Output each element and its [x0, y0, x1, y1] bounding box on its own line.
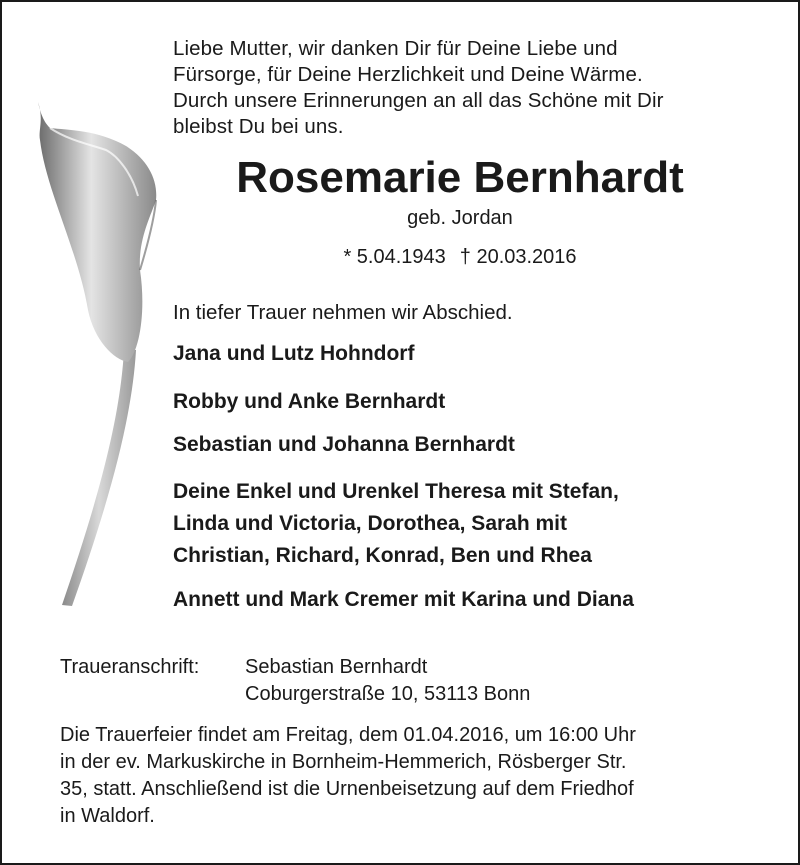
- address-line: Coburgerstraße 10, 53113 Bonn: [245, 683, 531, 705]
- poem-line: Liebe Mutter, wir danken Dir für Deine Liebe und: [173, 37, 618, 60]
- address-line: Sebastian Bernhardt: [245, 656, 428, 678]
- mourner-entry: [173, 476, 773, 572]
- maiden-name: geb. Jordan: [407, 207, 513, 229]
- life-dates: [160, 245, 760, 269]
- mourner-entry: [173, 429, 773, 461]
- mourner-entry: [173, 386, 773, 418]
- notice-line: 35, statt. Anschließend ist die Urnenbeisetzung auf dem Friedhof: [60, 778, 634, 800]
- deceased-name: Rosemarie Bernhardt: [236, 153, 684, 202]
- farewell-intro: In tiefer Trauer nehmen wir Abschied.: [173, 301, 513, 324]
- mourner-line: Sebastian und Johanna Bernhardt: [173, 433, 515, 456]
- notice-line: in der ev. Markuskirche in Bornheim-Hemmerich, Rösberger Str.: [60, 751, 627, 773]
- mourner-line: Linda und Victoria, Dorothea, Sarah mit: [173, 512, 568, 535]
- notice-line: Die Trauerfeier findet am Freitag, dem 01.04.2016, um 16:00 Uhr: [60, 724, 636, 746]
- mourning-address: [245, 654, 530, 708]
- poem-line: bleibst Du bei uns.: [173, 115, 344, 138]
- funeral-notice: [60, 722, 780, 830]
- mourner-line: Jana und Lutz Hohndorf: [173, 342, 415, 365]
- mourner-line: Annett und Mark Cremer mit Karina und Diana: [173, 588, 634, 611]
- calla-lily-icon: [28, 100, 168, 610]
- mourner-entry: [173, 338, 773, 370]
- mourner-entry: [173, 584, 773, 616]
- poem-line: Fürsorge, für Deine Herzlichkeit und Deine Wärme.: [173, 63, 643, 86]
- poem-line: Durch unsere Erinnerungen an all das Schöne mit Dir: [173, 89, 664, 112]
- mourner-line: Deine Enkel und Urenkel Theresa mit Stefan,: [173, 480, 619, 503]
- mourner-line: Christian, Richard, Konrad, Ben und Rhea: [173, 544, 592, 567]
- notice-line: in Waldorf.: [60, 805, 155, 827]
- mourner-line: Robby und Anke Bernhardt: [173, 390, 446, 413]
- memorial-poem: [173, 36, 773, 140]
- death-date: † 20.03.2016: [459, 246, 577, 268]
- birth-date: * 5.04.1943: [343, 246, 446, 268]
- address-label: Traueranschrift:: [60, 656, 200, 678]
